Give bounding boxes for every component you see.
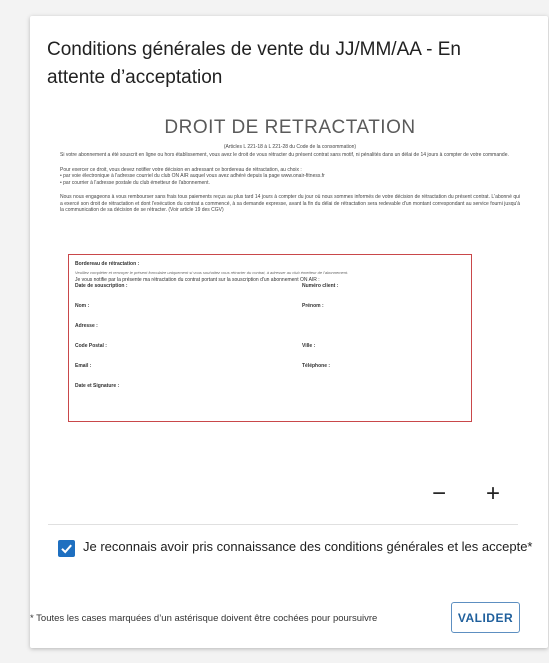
field-telephone: Téléphone : (302, 363, 331, 369)
document-paragraph: • par courrier à l'adresse postale du club émetteur de l'abonnement. (60, 179, 210, 186)
document-paragraph: Si votre abonnement a été souscrit en ligne ou hors établissement, vous avez le droit de vous rétracter du présent contrat sans motif, ni pénalités dans un délai de 14 jours à compter de votre commande. (60, 152, 509, 158)
field-date-souscription: Date de souscription : (75, 283, 128, 289)
checkmark-icon (60, 542, 73, 555)
form-statement: Je vous notifie par la présente ma rétractation du contrat portant sur la souscription d'un abonnement ON AIR : (75, 277, 320, 283)
form-heading: Bordereau de rétractation : (75, 261, 140, 267)
cgv-document-viewer[interactable] (60, 110, 520, 440)
document-paragraph: Nous nous engageons à vous rembourser sans frais tous paiements reçus au plus tard 14 jours à compter du jour où nous sommes informés de votre décision de rétractation du présent contrat. L'abonné qui a exercé son droit de rétractation et dont l'exécution du contrat a commencé, à sa demande expresse, avant la fin du délai de rétractation sera redevable d'un montant correspondant au service fourni jusqu'à la communication de sa décision de se rétracter. (Voir article 19 des CGV) (60, 194, 520, 213)
validate-button[interactable]: VALIDER (451, 602, 520, 633)
document-paragraph: • par voie électronique à l'adresse courriel du club ON AIR auquel vous avez adhéré depuis la page www.onair-fitness.fr (60, 173, 325, 179)
field-prenom: Prénom : (302, 303, 324, 309)
field-email: Email : (75, 363, 92, 369)
field-date-signature: Date et Signature : (75, 383, 120, 389)
cgv-dialog (30, 16, 548, 648)
accept-checkbox-label[interactable]: Je reconnais avoir pris connaissance des conditions générales et les accepte* (83, 539, 533, 554)
field-ville: Ville : (302, 343, 316, 349)
zoom-in-button[interactable]: + (486, 480, 501, 507)
field-code-postal: Code Postal : (75, 343, 107, 349)
required-fields-note: * Toutes les cases marquées d’un astérisque doivent être cochées pour poursuivre (30, 613, 378, 624)
field-nom: Nom : (75, 303, 90, 309)
field-adresse: Adresse : (75, 323, 98, 329)
retraction-form (68, 254, 472, 422)
divider (48, 524, 518, 525)
document-subheading: (Articles L 221-18 à L 221-28 du Code de la consommation) (223, 144, 357, 150)
form-note: Veuillez compléter et renvoyer le présent formulaire uniquement si vous souhaitez vous rétracter du contrat, à adresser au club émetteur de l'abonnement. (75, 270, 349, 275)
zoom-out-button[interactable]: − (432, 480, 447, 507)
field-numero-client: Numéro client : (302, 283, 339, 289)
dialog-title: Conditions générales de vente du JJ/MM/AA - En attente d’acceptation (47, 39, 462, 88)
document-paragraph: Pour exercer ce droit, vous devez notifier votre décision en adressant ce bordereau de rétractation, au choix : (60, 166, 302, 173)
accept-checkbox[interactable] (58, 540, 75, 557)
document-heading: DROIT DE RETRACTATION (164, 117, 416, 138)
